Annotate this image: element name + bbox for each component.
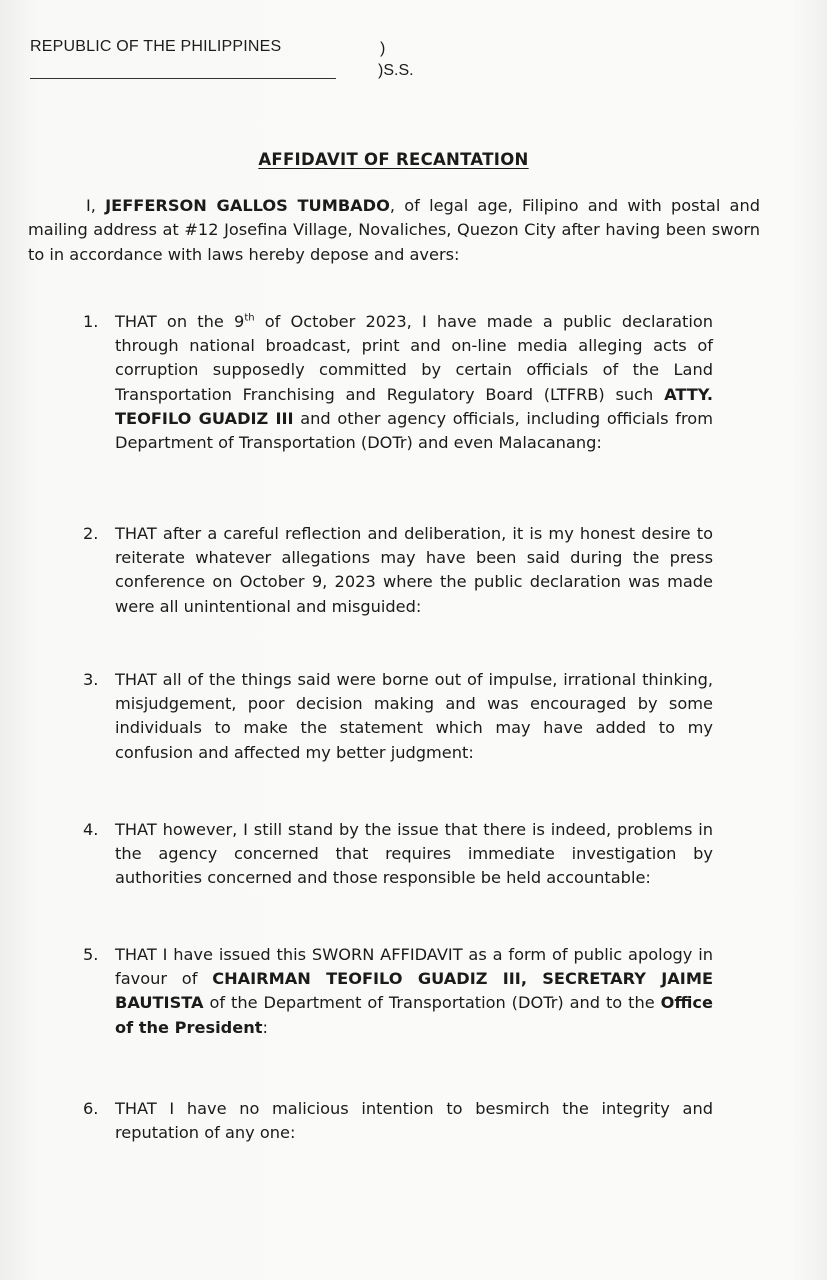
paragraph-number: 4. xyxy=(83,820,99,839)
intro-text: , of legal age, Filipino and with postal and mailing address at #12 Josefina Village, Novaliches, Quezon City after having been sworn to in accordance with laws hereby depose and avers: xyxy=(28,196,760,264)
intro-paragraph xyxy=(28,194,760,267)
ordinal-suffix: th xyxy=(244,312,255,324)
intro-pronoun: I, xyxy=(86,196,106,215)
venue-paren: ) xyxy=(380,40,386,57)
document-title: AFFIDAVIT OF RECANTATION xyxy=(258,150,529,169)
paragraph-text: THAT all of the things said were borne out of impulse, irrational thinking, misjudgement, poor decision making and was encouraged by some individuals to make the statement which may have added to my confusion and affected my better judgment: xyxy=(115,670,713,762)
paragraph-number: 5. xyxy=(83,945,99,964)
paragraph-text: of October 2023, I have made a public declaration through national broadcast, print and on-line media alleging acts of corruption supposedly committed by certain officials of the Land Transportation Franchising and Regulatory Board (LTFRB) such xyxy=(115,312,713,404)
paragraph-text: THAT I have issued this SWORN AFFIDAVIT as a form of public apology in favour of xyxy=(115,945,713,989)
paragraph-text: of the Department of Transportation (DOTr) and to the xyxy=(203,993,661,1013)
paragraph-1 xyxy=(83,310,713,455)
paragraph-text: THAT after a careful reflection and deliberation, it is my honest desire to reiterate whatever allegations may have been said during the press conference on October 9, 2023 where the public declaration was made were all unintentional and misguided: xyxy=(115,524,713,616)
paragraph-4 xyxy=(83,818,713,891)
bold-office: Office of the President xyxy=(115,993,713,1037)
bold-name: CHAIRMAN TEOFILO GUADIZ III, SECRETARY JAIME BAUTISTA xyxy=(115,969,713,1013)
affiant-name: JEFFERSON GALLOS TUMBADO xyxy=(105,196,390,215)
paragraph-text: THAT I have no malicious intention to besmirch the integrity and reputation of any one: xyxy=(115,1099,713,1143)
venue-blank-line xyxy=(30,78,336,79)
paragraph-text: : xyxy=(262,1017,268,1037)
paragraph-2 xyxy=(83,522,713,619)
paragraph-6 xyxy=(83,1097,713,1145)
paragraph-5 xyxy=(83,943,713,1040)
paragraph-3 xyxy=(83,668,713,765)
paragraph-text: THAT however, I still stand by the issue that there is indeed, problems in the agency concerned that requires immediate investigation by authorities concerned and those responsible be held accountable: xyxy=(115,820,713,888)
paragraph-number: 1. xyxy=(83,312,99,331)
venue-ss: )S.S. xyxy=(378,62,414,79)
paragraph-text: and other agency officials, including officials from Department of Transportation (DOTr) and even Malacanang: xyxy=(115,408,713,453)
paragraph-text: THAT on the 9 xyxy=(115,312,245,331)
paragraph-number: 3. xyxy=(83,670,99,689)
paragraph-number: 2. xyxy=(83,524,99,543)
paragraph-number: 6. xyxy=(83,1099,99,1118)
bold-name: ATTY. TEOFILO GUADIZ III xyxy=(115,384,713,428)
venue-republic: REPUBLIC OF THE PHILIPPINES xyxy=(30,38,282,55)
